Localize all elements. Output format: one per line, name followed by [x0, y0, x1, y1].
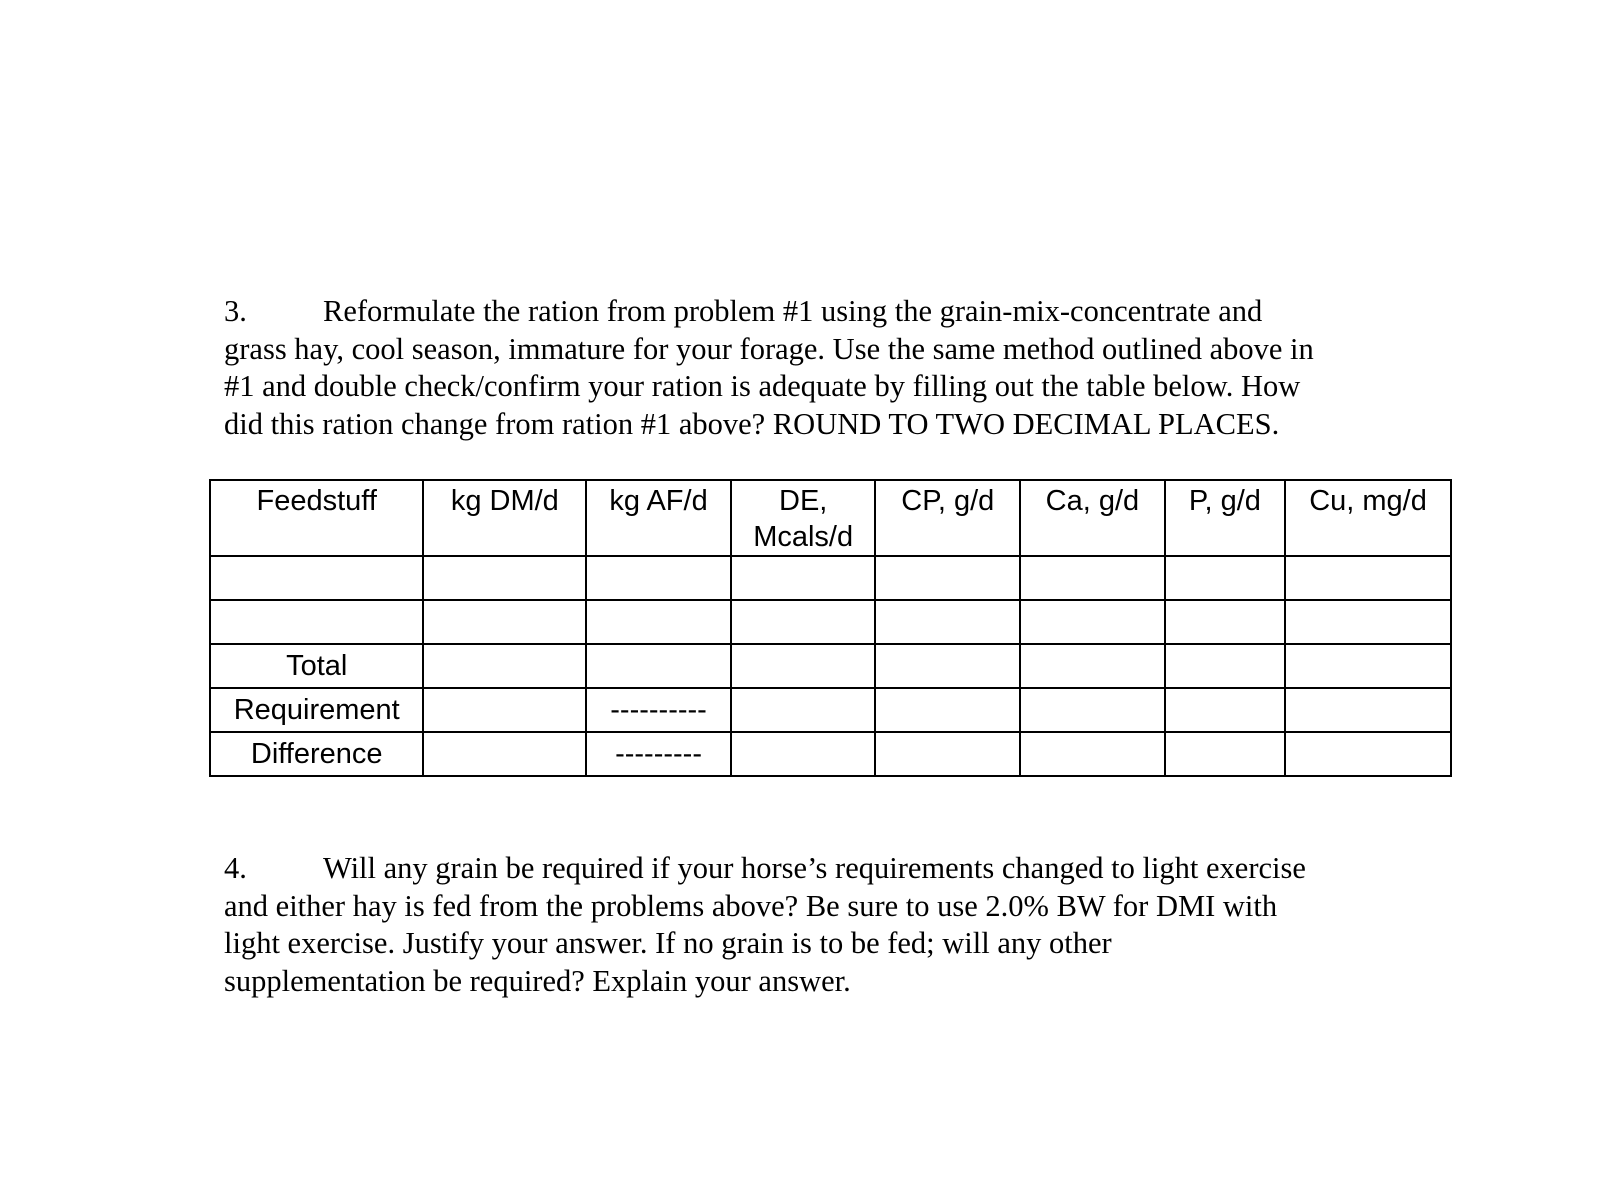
question-4-line-1: [224, 850, 1306, 888]
row-label: [210, 600, 423, 644]
table-cell: [1020, 556, 1165, 600]
table-cell: [586, 600, 731, 644]
question-4-line-4: supplementation be required? Explain your answer.: [224, 963, 851, 998]
table-cell: [731, 732, 876, 776]
question-4-text-1: Will any grain be required if your horse’s requirements changed to light exercise: [323, 851, 1306, 885]
question-3-number: 3.: [224, 294, 247, 328]
table-cell: [586, 556, 731, 600]
table-row-difference: [210, 732, 1451, 776]
table-row: [210, 600, 1451, 644]
row-label-requirement: Requirement: [210, 688, 423, 732]
table-row-total: [210, 644, 1451, 688]
header-de-line-1: DE,: [779, 485, 828, 517]
table-header-row: [210, 480, 1451, 556]
table-cell: [1020, 644, 1165, 688]
header-feedstuff: Feedstuff: [210, 480, 423, 556]
table-cell: [1285, 644, 1451, 688]
table-cell: [731, 556, 876, 600]
table-row-requirement: [210, 688, 1451, 732]
table-cell: [1020, 688, 1165, 732]
row-label-difference: Difference: [210, 732, 423, 776]
question-3-line-4: did this ration change from ration #1 above? ROUND TO TWO DECIMAL PLACES.: [224, 406, 1280, 441]
table-cell: [423, 732, 586, 776]
header-cu: Cu, mg/d: [1285, 480, 1451, 556]
table-cell: [875, 688, 1020, 732]
table-cell: [1285, 732, 1451, 776]
header-de: [731, 480, 876, 556]
header-kg-dm: kg DM/d: [423, 480, 586, 556]
question-4-number: 4.: [224, 851, 247, 885]
table-cell: [1285, 600, 1451, 644]
table-cell: [423, 688, 586, 732]
question-3-line-1: [224, 293, 1314, 331]
requirement-af-dashes: ----------: [586, 688, 731, 732]
table-cell: [731, 688, 876, 732]
header-ca: Ca, g/d: [1020, 480, 1165, 556]
table-cell: [1165, 688, 1285, 732]
table-cell: [586, 644, 731, 688]
header-de-line-2: Mcals/d: [753, 521, 854, 553]
table-cell: [423, 556, 586, 600]
table-cell: [1020, 600, 1165, 644]
table-cell: [1285, 688, 1451, 732]
question-4: [224, 850, 1306, 1000]
question-3: [224, 293, 1314, 443]
difference-af-dashes: ---------: [586, 732, 731, 776]
table-cell: [875, 600, 1020, 644]
question-3-line-2: grass hay, cool season, immature for your forage. Use the same method outlined above in: [224, 331, 1314, 366]
table-cell: [875, 732, 1020, 776]
question-4-line-3: light exercise. Justify your answer. If no grain is to be fed; will any other: [224, 926, 1112, 960]
table-cell: [731, 600, 876, 644]
table-cell: [875, 556, 1020, 600]
header-kg-af: kg AF/d: [586, 480, 731, 556]
question-3-line-3: #1 and double check/confirm your ration is adequate by filling out the table below. How: [224, 369, 1301, 403]
question-4-line-2: and either hay is fed from the problems above? Be sure to use 2.0% BW for DMI with: [224, 888, 1278, 923]
question-3-text-1: Reformulate the ration from problem #1 using the grain-mix-concentrate and: [323, 294, 1263, 328]
header-p: P, g/d: [1165, 480, 1285, 556]
table-cell: [1285, 556, 1451, 600]
row-label-total: Total: [210, 644, 423, 688]
table-cell: [1020, 732, 1165, 776]
table-cell: [1165, 644, 1285, 688]
table-cell: [875, 644, 1020, 688]
table-cell: [1165, 600, 1285, 644]
table-cell: [1165, 556, 1285, 600]
table-cell: [731, 644, 876, 688]
row-label: [210, 556, 423, 600]
table-row: [210, 556, 1451, 600]
table-cell: [423, 600, 586, 644]
header-cp: CP, g/d: [875, 480, 1020, 556]
ration-table: [209, 479, 1452, 777]
table-cell: [1165, 732, 1285, 776]
table-cell: [423, 644, 586, 688]
